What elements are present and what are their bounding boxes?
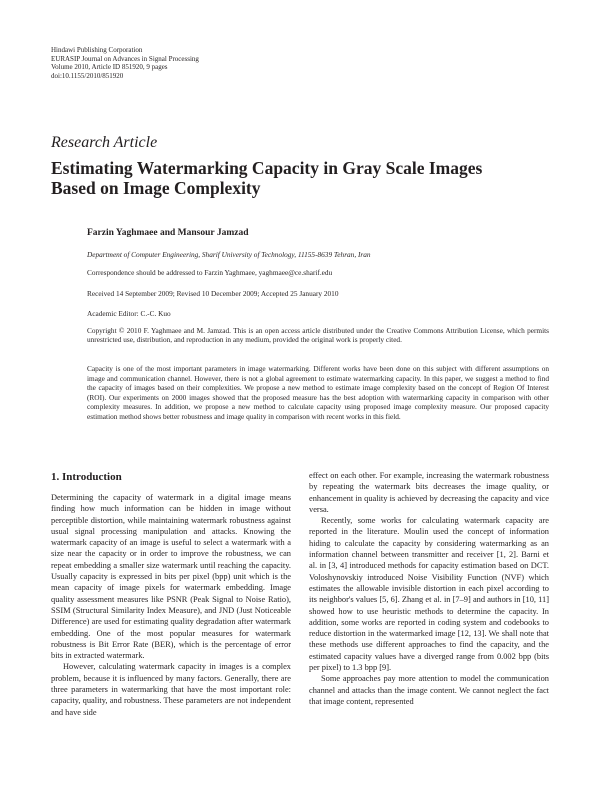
section-heading: 1. Introduction — [51, 471, 122, 483]
journal-header — [51, 46, 199, 80]
journal-doi: doi:10.1155/2010/851920 — [51, 71, 124, 80]
paragraph: Determining the capacity of watermark in a digital image means finding how much information can be hidden in image without perceptible distortion, while maintaining watermark robustness against usual signal processing manipulation and attacks. Knowing the watermark capacity of an image is useful to select a watermark with a size near the capacity or in order to improve the robustness, we can repeat embedding a smaller size watermark until reaching the capacity. Usually capacity is expressed in bits per pixel (bpp) unit which is the mean capacity of image pixels for watermark embedding. Image quality assessment measures like PSNR (Peak Signal to Noise Ratio), SSIM (Structural Similarity Index Measure), and JND (Just Noticeable Difference) are used for estimating quality degradation after watermark embedding. One of the most popular measures for watermark robustness is Bit Error Rate (BER), which is the percentage of error bits in extracted watermark. — [51, 493, 291, 661]
correspondence: Correspondence should be addressed to Farzin Yaghmaee, yaghmaee@ce.sharif.edu — [87, 268, 333, 277]
paragraph: Some approaches pay more attention to model the communication channel and attacks than the image content. We cannot neglect the fact that image content, represented — [309, 674, 549, 706]
paper-title-line-1: Estimating Watermarking Capacity in Gray Scale Images — [51, 158, 483, 178]
left-column — [51, 470, 291, 718]
academic-editor: Academic Editor: C.-C. Kuo — [87, 309, 171, 318]
received-dates: Received 14 September 2009; Revised 10 December 2009; Accepted 25 January 2010 — [87, 289, 339, 298]
paper-title-line-2: Based on Image Complexity — [51, 178, 261, 198]
paragraph: effect on each other. For example, increasing the watermark robustness by repeating the watermark bits decreases the image quality, or enhancement in quality is achieved by decreasing the capacity and vice versa. — [309, 471, 549, 514]
journal-volume: Volume 2010, Article ID 851920, 9 pages — [51, 63, 168, 72]
journal-name: EURASIP Journal on Advances in Signal Processing — [51, 54, 199, 63]
paper-title — [51, 158, 571, 198]
authors: Farzin Yaghmaee and Mansour Jamzad — [87, 228, 249, 238]
journal-publisher: Hindawi Publishing Corporation — [51, 46, 143, 54]
right-column — [309, 470, 549, 707]
paragraph: Recently, some works for calculating watermark capacity are reported in the literature. Moulin used the concept of information hiding to calculate the capacity by considering watermarking as an information channel between transmitter and receiver [1, 2]. Barni et al. in [3, 4] introduced methods for capacity estimation based on DCT. Voloshynovskiy introduced Noise Visibility Function (NVF) which estimates the allowable invisible distortion in each pixel according to its neighbor's values [5, 6]. Zhang et al. in [7–9] and authors in [10, 11] showed how to use heuristic methods to determine the capacity. In addition, some works are reported in coding system and codebooks to reduce distortion in the watermarked image [12, 13]. We shall note that these methods use different approaches to find the capacity, and the estimated capacity values have a diverged range from 0.002 bpp (bits per pixel) to 1.3 bpp [9]. — [309, 516, 549, 673]
paragraph: However, calculating watermark capacity in images is a complex problem, because it is influenced by many factors. Generally, there are three parameters in watermarking that have the most important role: capacity, quality, and robustness. These parameters are not independent and have side — [51, 662, 291, 717]
affiliation: Department of Computer Engineering, Sharif University of Technology, 11155-8639 Tehran, Iran — [87, 250, 371, 259]
copyright: Copyright © 2010 F. Yaghmaee and M. Jamzad. This is an open access article distributed under the Creative Commons Attribution License, which permits unrestricted use, distribution, and reproduction in any medium, provided the original work is properly cited. — [87, 326, 549, 345]
abstract: Capacity is one of the most important parameters in image watermarking. Different works have been done on this subject with different assumptions on image and communication channel. However, there is not a global agreement to estimate watermarking capacity. In this paper, we suggest a method to find the capacity of images based on their complexities. We propose a new method to estimate image complexity based on the concept of Region Of Interest (ROI). Our experiments on 2000 images showed that the proposed measure has the best adoption with watermarking capacity in comparison with other complexity measures. In addition, we propose a new method to calculate capacity using proposed image complexity measure. Our proposed capacity estimation method shows better robustness and image quality in comparison with recent works in this field. — [87, 364, 549, 421]
article-type: Research Article — [51, 134, 158, 151]
